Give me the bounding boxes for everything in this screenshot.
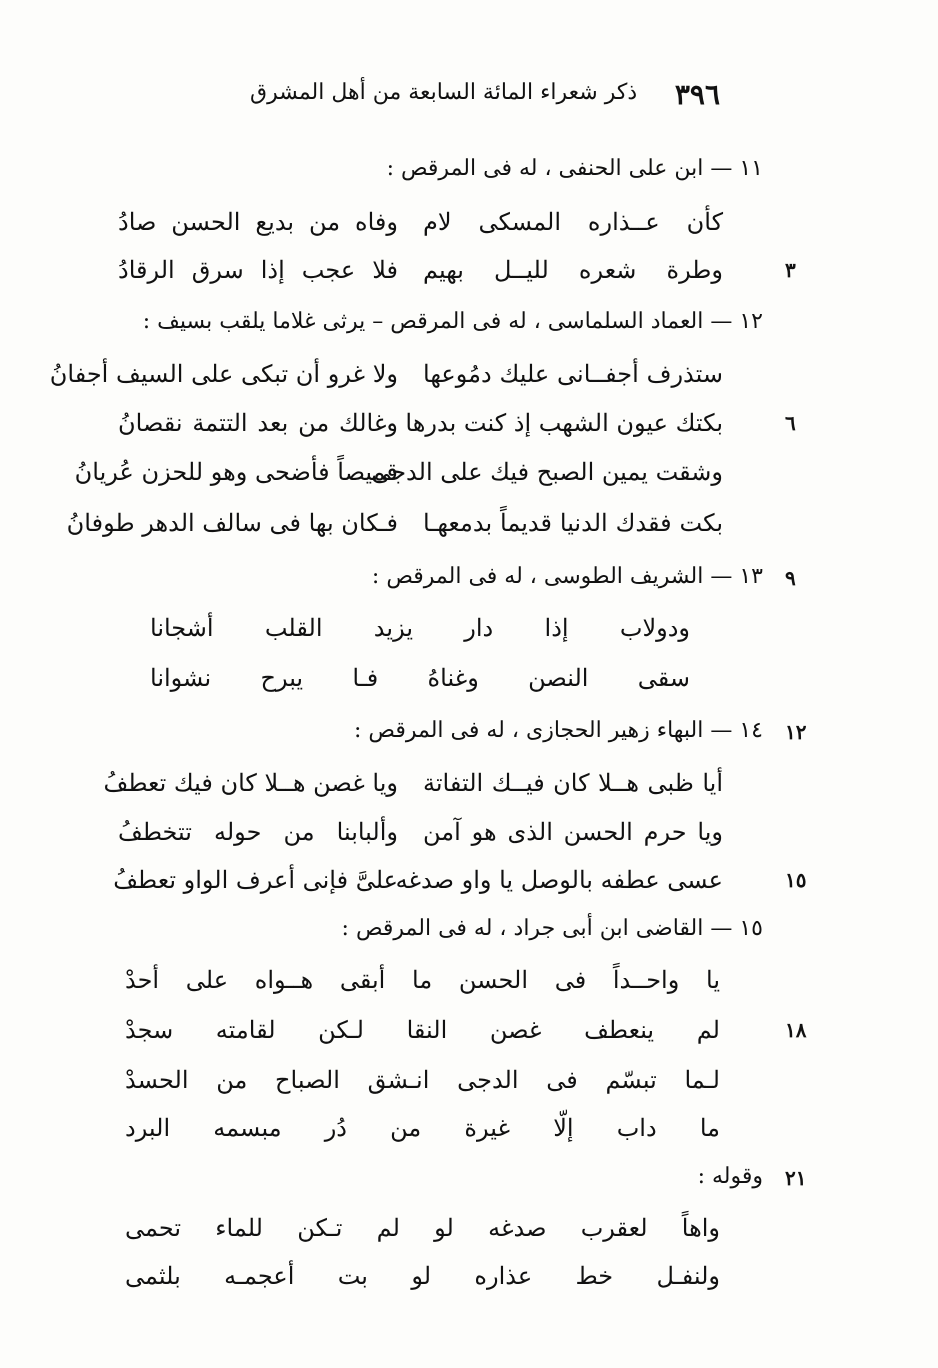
margin-line-number: ٦ — [785, 411, 796, 435]
second-hemistich: فـكان بها فى سالف الدهر طوفانُ — [66, 509, 398, 537]
verse-line — [0, 356, 938, 400]
section-heading-line — [0, 714, 938, 758]
margin-line-number: ٣ — [785, 258, 796, 282]
first-hemistich: بكت فقدك الدنيا قديماً بدمعهـا — [423, 509, 723, 537]
verse-text: لم ينعطف غصن النقا لـكن لقامته سجدْ — [125, 1016, 720, 1044]
running-title: ذكر شعراء المائة السابعة من أهل المشرق — [250, 80, 638, 105]
verse-line — [0, 660, 938, 704]
second-hemistich: وغالك من بعد التتمة نقصانُ — [118, 409, 398, 437]
verse-line — [0, 862, 938, 906]
verse-text: سقى النصن وغناهُ فـا يبرح نشوانا — [150, 664, 690, 692]
first-hemistich: وطرة شعره لليــل بهيم — [423, 256, 723, 284]
first-hemistich: أيا ظبى هــلا كان فيــك التفاتة — [423, 769, 723, 797]
verse-line — [0, 814, 938, 858]
second-hemistich: ويا غصن هــلا كان فيك تعطفُ — [103, 769, 398, 797]
verse-line — [0, 1012, 938, 1056]
verse-text: ودولاب إذا دار يزيد القلب أشجانا — [150, 614, 690, 642]
section-heading: وقوله : — [697, 1164, 763, 1189]
verse-line — [0, 505, 938, 549]
section-heading: ١٤ — البهاء زهير الحجازى ، له فى المرقص : — [354, 718, 763, 743]
first-hemistich: ويا حرم الحسن الذى هو آمن — [423, 818, 723, 846]
verse-text: لـما تبسّم فى الدجى انـشق الصباح من الحسدْ — [125, 1066, 720, 1094]
page-header — [250, 78, 720, 118]
second-hemistich: فلا عجب إذا سرق الرقادُ — [118, 256, 398, 284]
second-hemistich: ولا غرو أن تبكى على السيف أجفانُ — [49, 360, 398, 388]
verse-line — [0, 1210, 938, 1254]
page-number: ٣٩٦ — [674, 78, 720, 111]
first-hemistich: عسى عطفه بالوصل يا واو صدغه — [395, 866, 723, 894]
margin-line-number: ٩ — [785, 566, 796, 590]
section-heading-line — [0, 1160, 938, 1204]
verse-line — [0, 252, 938, 296]
margin-line-number: ١٢ — [785, 720, 807, 744]
second-hemistich: قميصاً فأضحى وهو للحزن عُريانُ — [74, 458, 398, 486]
verse-line — [0, 1258, 938, 1302]
section-heading: ١١ — ابن على الحنفى ، له فى المرقص : — [386, 156, 763, 181]
first-hemistich: وشقت يمين الصبح فيك على الدجى — [371, 458, 723, 486]
verse-line — [0, 1062, 938, 1106]
verse-line — [0, 962, 938, 1006]
section-heading: ١٣ — الشريف الطوسى ، له فى المرقص : — [371, 564, 763, 589]
verse-line — [0, 1110, 938, 1154]
section-heading: ١٢ — العماد السلماسى ، له فى المرقص – يرثى غلاما يلقب بسيف : — [142, 309, 763, 334]
section-heading: ١٥ — القاضى ابن أبى جراد ، له فى المرقص : — [341, 916, 763, 941]
verse-text: ما داب إلّا غيرة من دُر مبسمه البرد — [125, 1114, 720, 1142]
second-hemistich: علىَّ فإنى أعرف الواو تعطفُ — [113, 866, 398, 894]
first-hemistich: بكتك عيون الشهب إذ كنت بدرها — [405, 409, 723, 437]
verse-line — [0, 204, 938, 248]
margin-line-number: ١٨ — [785, 1018, 807, 1042]
section-heading-line — [0, 560, 938, 604]
verse-line — [0, 610, 938, 654]
verse-line — [0, 765, 938, 809]
second-hemistich: وألبابنا من حوله تتخطفُ — [118, 818, 398, 846]
margin-line-number: ٢١ — [785, 1166, 807, 1190]
margin-line-number: ١٥ — [785, 868, 807, 892]
section-heading-line — [0, 152, 938, 196]
verse-text: يا واحــداً فى الحسن ما أبقى هــواه على أحدْ — [125, 966, 720, 994]
verse-text: واهاً لعقرب صدغه لو لم تـكن للماء تحمى — [125, 1214, 720, 1242]
section-heading-line — [0, 305, 938, 349]
first-hemistich: كأن عــذاره المسكى لام — [423, 208, 723, 236]
verse-text: ولنفـل خط عذاره لو بت أعجمـه بلثمى — [125, 1262, 720, 1290]
verse-line — [0, 454, 938, 498]
second-hemistich: وفاه من بديع الحسن صادُ — [118, 208, 398, 236]
first-hemistich: ستذرف أجفــانى عليك دمُوعها — [423, 360, 723, 388]
section-heading-line — [0, 912, 938, 956]
verse-line — [0, 405, 938, 449]
